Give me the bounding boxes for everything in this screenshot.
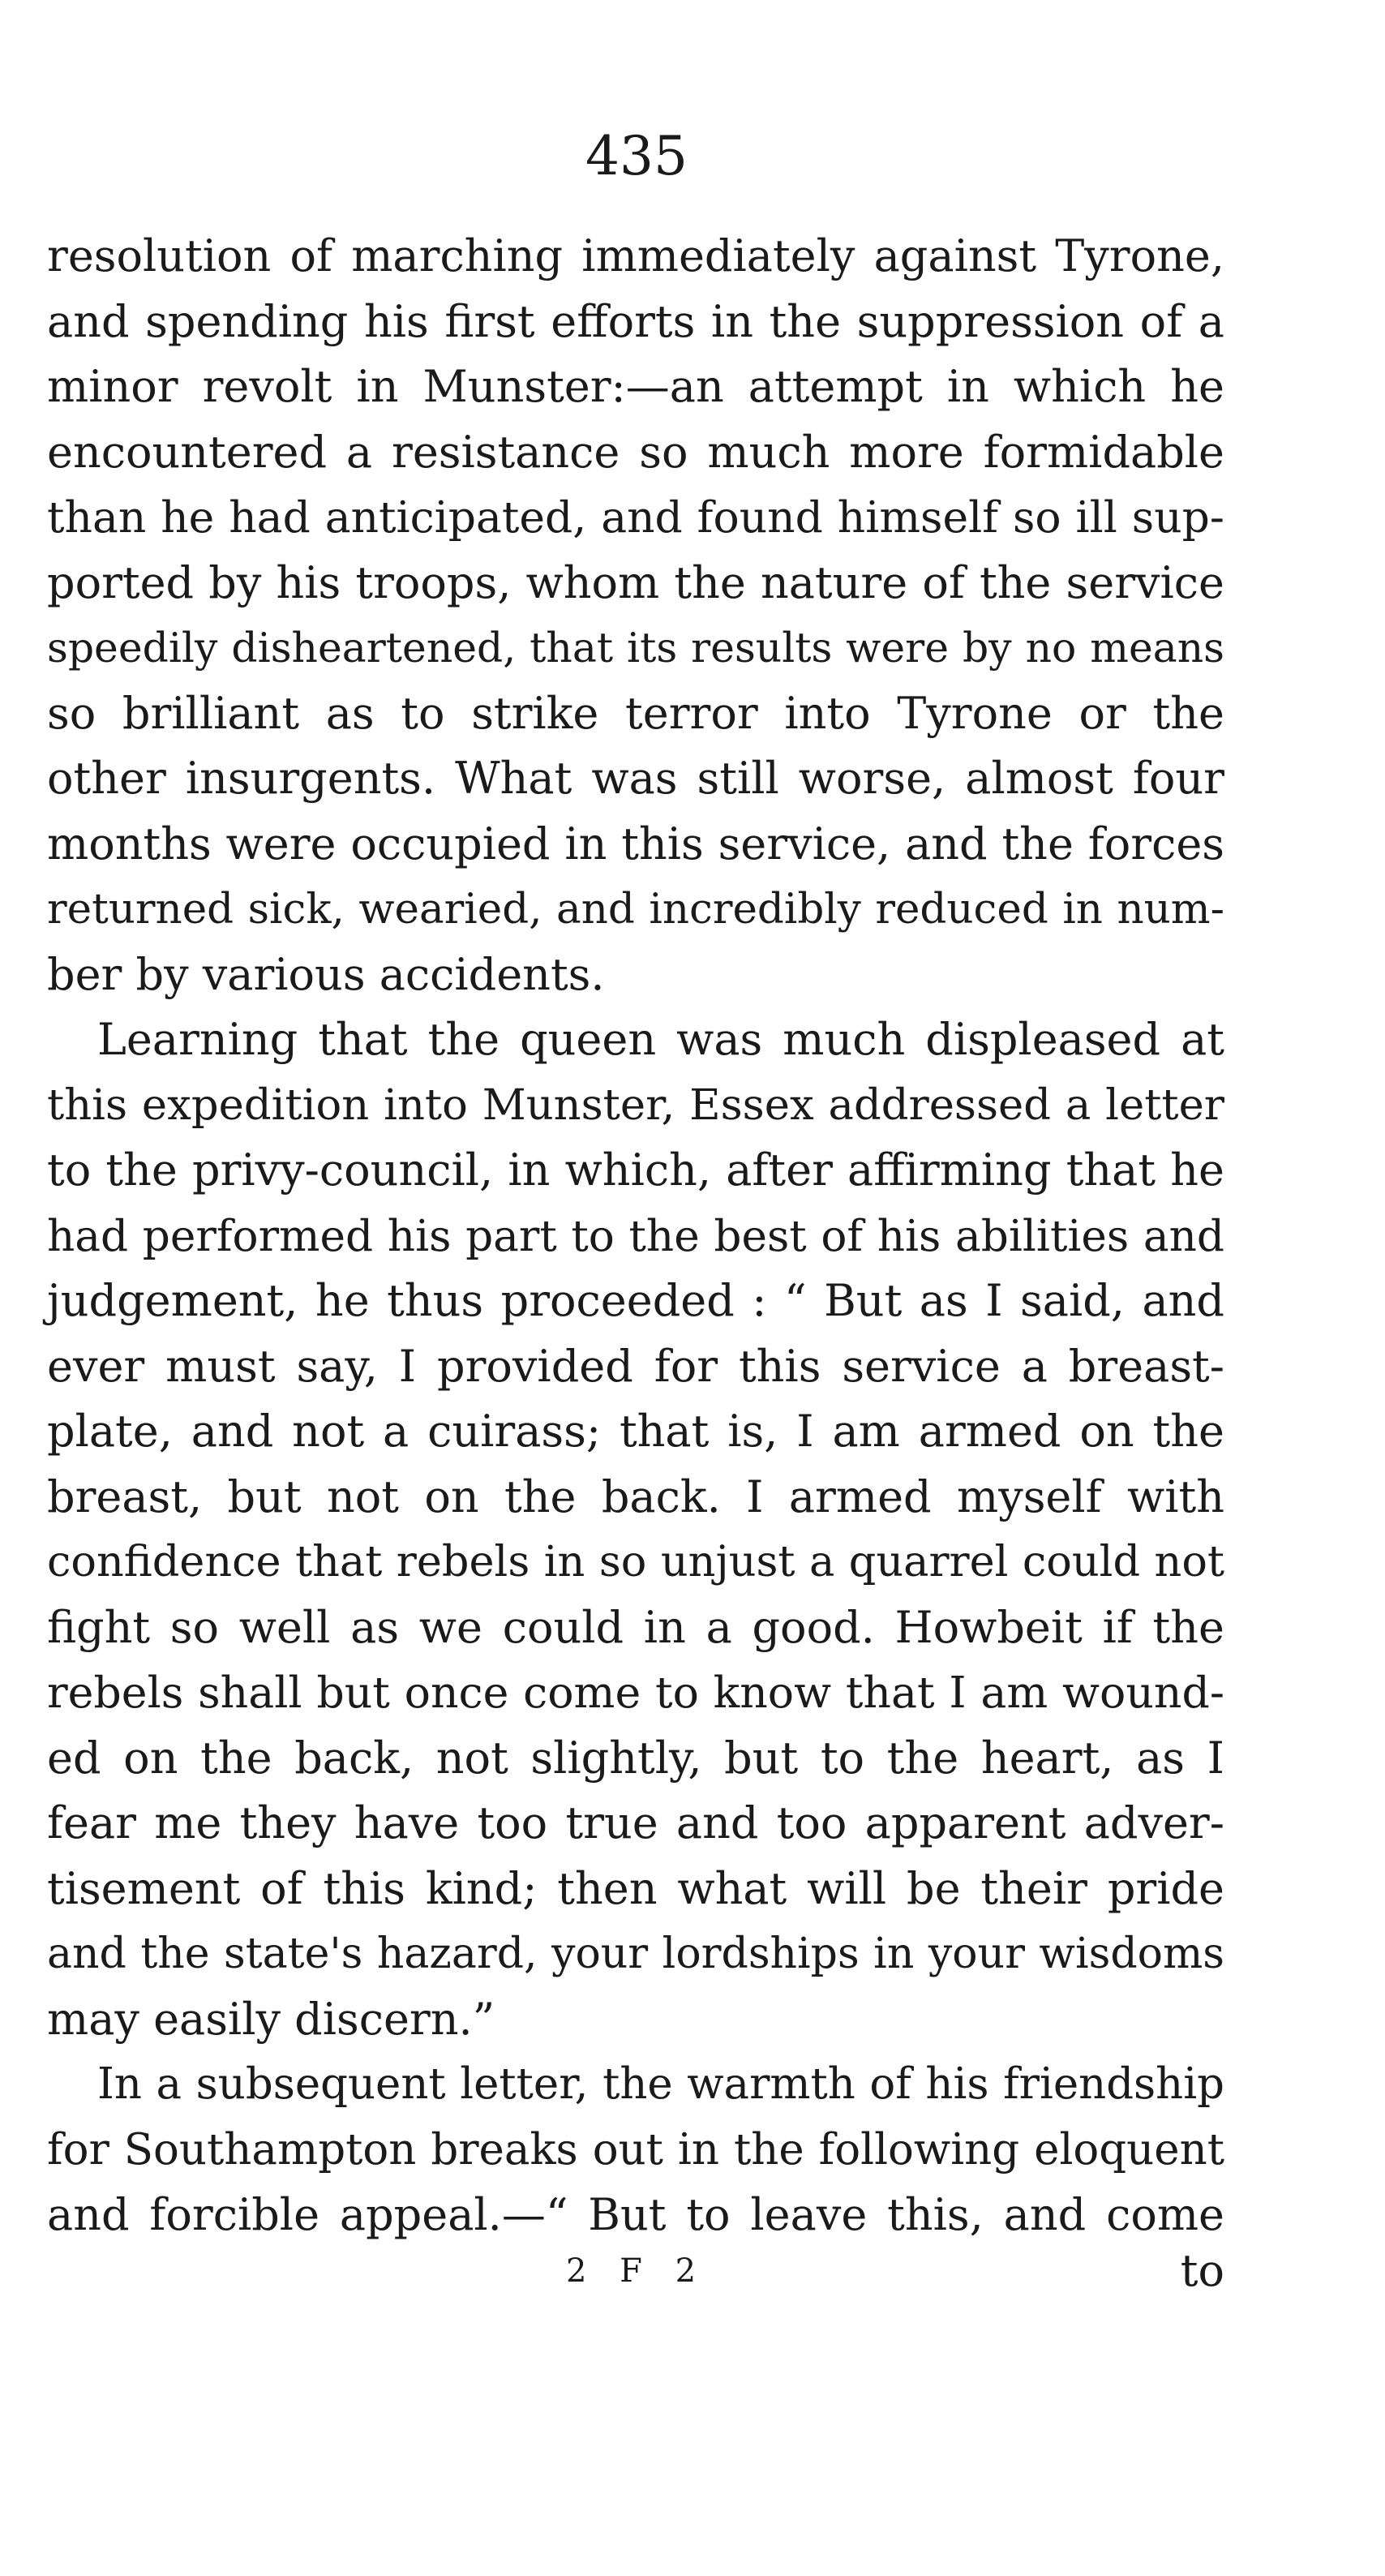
text-line: breast, but not on the back. I armed myself with (47, 1470, 1224, 1522)
text-line: and spending his first efforts in the suppression of a (47, 295, 1224, 347)
text-line: so brilliant as to strike terror into Tyrone or the (47, 687, 1224, 739)
text-line: resolution of marching immediately against Tyrone, (47, 230, 1224, 281)
text-line: rebels shall but once come to know that I am wound- (47, 1667, 1224, 1718)
page-footer (47, 2239, 1224, 2303)
text-line: minor revolt in Munster:—an attempt in which he (47, 361, 1224, 412)
signature-mark: 2 F 2 (566, 2252, 708, 2290)
text-line: speedily disheartened, that its results were by no means (47, 624, 1224, 672)
text-line: encountered a resistance so much more formidable (47, 426, 1224, 478)
text-line: ber by various accidents. (47, 948, 605, 1000)
text-line: ported by his troops, whom the nature of the service (47, 556, 1224, 608)
text-line: than he had anticipated, and found himself so ill sup- (47, 492, 1224, 543)
text-line: judgement, he thus proceeded : “ But as I said, and (47, 1275, 1224, 1326)
text-line: fight so well as we could in a good. Howbeit if the (47, 1601, 1224, 1653)
text-line: to the privy-council, in which, after affirming that he (47, 1144, 1224, 1196)
text-line: and forcible appeal.—“ But to leave this, and come (47, 2189, 1224, 2240)
text-line: may easily discern.” (47, 1993, 495, 2045)
text-line: confidence that rebels in so unjust a quarrel could not (47, 1537, 1224, 1586)
text-line: months were occupied in this service, and the forces (47, 818, 1224, 869)
text-line: In a subsequent letter, the warmth of his friendship (97, 2059, 1224, 2109)
body-text (47, 224, 1224, 2248)
text-line: other insurgents. What was still worse, almost four (47, 753, 1224, 804)
text-line: for Southampton breaks out in the following eloquent (47, 2124, 1224, 2175)
catchword: to (1180, 2245, 1224, 2296)
text-line: fear me they have too true and too apparent adver- (47, 1797, 1224, 1848)
page-number: 435 (585, 125, 688, 187)
text-line: this expedition into Munster, Essex addressed a letter (47, 1080, 1224, 1130)
text-line: had performed his part to the best of his abilities and (47, 1210, 1224, 1261)
text-line: returned sick, wearied, and incredibly reduced in num- (47, 885, 1224, 934)
text-line: and the state's hazard, your lordships in your wisdoms (47, 1930, 1224, 1978)
text-line: tisement of this kind; then what will be their pride (47, 1862, 1224, 1914)
text-line: plate, and not a cuirass; that is, I am armed on the (47, 1406, 1224, 1457)
text-line: ever must say, I provided for this service a breast- (47, 1340, 1224, 1392)
text-line: Learning that the queen was much displeased at (97, 1014, 1224, 1065)
text-line: ed on the back, not slightly, but to the heart, as I (47, 1732, 1224, 1784)
